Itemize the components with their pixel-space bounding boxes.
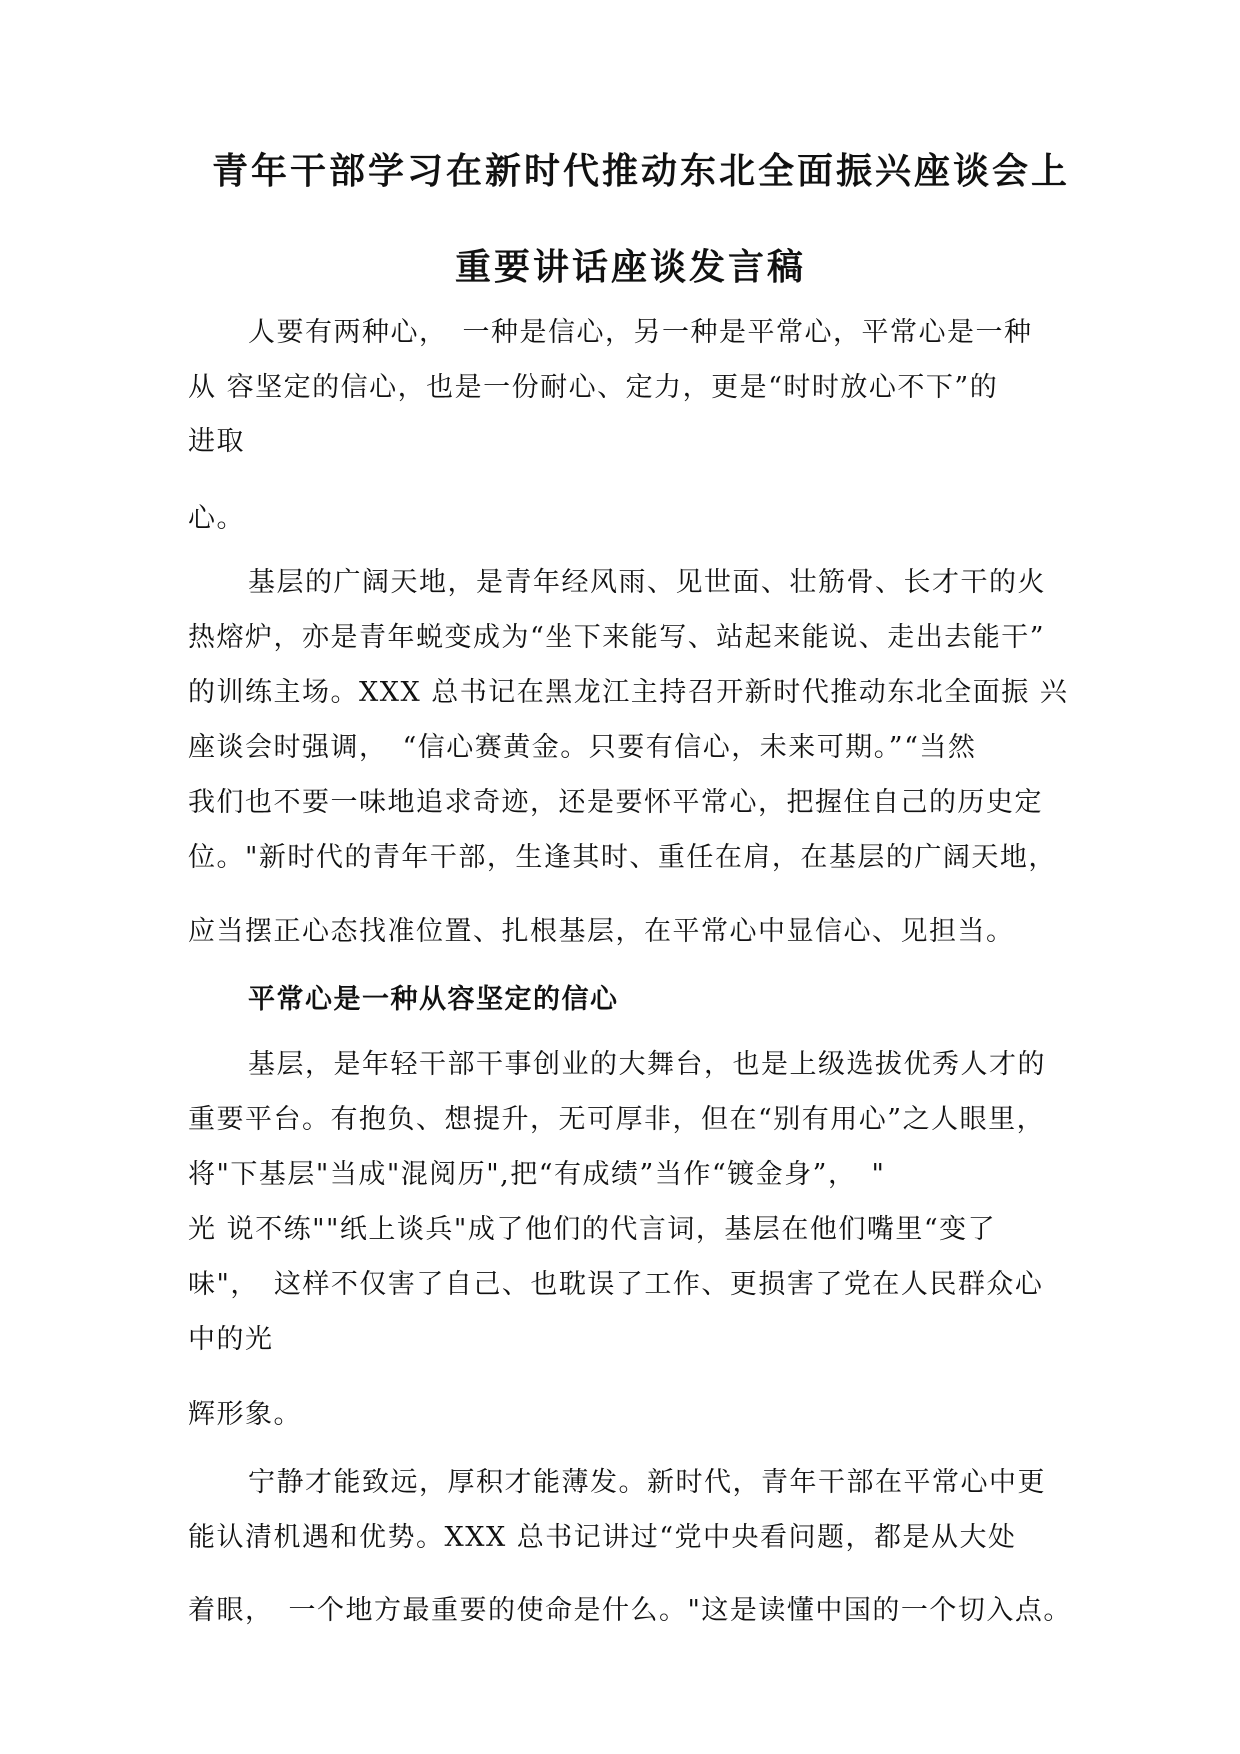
paragraph-line: 基层的广阔天地，是青年经风雨、见世面、壮筋骨、长才干的火 [248,567,1046,598]
paragraph-line: 人要有两种心， 一种是信心，另一种是平常心，平常心是一种 [248,317,1033,348]
paragraph-line: 宁静才能致远，厚积才能薄发。新时代，青年干部在平常心中更 [248,1467,1046,1498]
paragraph-line: 我们也不要一味地追求奇迹，还是要怀平常心，把握住自己的历史定 [188,787,1043,818]
paragraph-line: 光 说不练""纸上谈兵"成了他们的代言词，基层在他们嘴里“变了 [188,1214,997,1245]
paragraph-line: 将"下基层"当成"混阅历",把“有成绩”当作“镀金身”， " [188,1159,886,1190]
paragraph-line: 座谈会时强调， “信心赛黄金。只要有信心，未来可期。”“当然 [188,732,977,763]
paragraph-line: 味"， 这样不仅害了自己、也耽误了工作、更损害了党在人民群众心 [188,1269,1044,1300]
paragraph-line: 热熔炉，亦是青年蜕变成为“坐下来能写、站起来能说、走出去能干” [188,622,1046,653]
paragraph-line: 能认清机遇和优势。XXX 总书记讲过“党中央看问题，都是从大处 [188,1522,1017,1553]
paragraph-line: 从 容坚定的信心，也是一份耐心、定力，更是“时时放心不下”的 [188,372,999,403]
document-title-line-2: 重要讲话座谈发言稿 [455,247,807,288]
paragraph-line: 着眼， 一个地方最重要的使命是什么。"这是读懂中国的一个切入点。 [188,1595,1072,1626]
paragraph-line: 位。"新时代的青年干部，生逢其时、重任在肩，在基层的广阔天地， [188,842,1057,873]
paragraph-line: 中的光 [188,1324,274,1355]
section-heading: 平常心是一种从容坚定的信心 [248,984,619,1015]
paragraph-line: 基层，是年轻干部干事创业的大舞台，也是上级选拔优秀人才的 [248,1049,1046,1080]
paragraph-line: 心。 [188,503,245,534]
paragraph-line: 辉形象。 [188,1399,302,1430]
paragraph-line: 的训练主场。XXX 总书记在黑龙江主持召开新时代推动东北全面振 兴 [188,677,1069,708]
paragraph-line: 应当摆正心态找准位置、扎根基层，在平常心中显信心、见担当。 [188,916,1015,947]
document-title-line-1: 青年干部学习在新时代推动东北全面振兴座谈会上 [212,151,1071,192]
paragraph-line: 进取 [188,426,245,457]
paragraph-line: 重要平台。有抱负、想提升，无可厚非，但在“别有用心”之人眼里， [188,1104,1046,1135]
